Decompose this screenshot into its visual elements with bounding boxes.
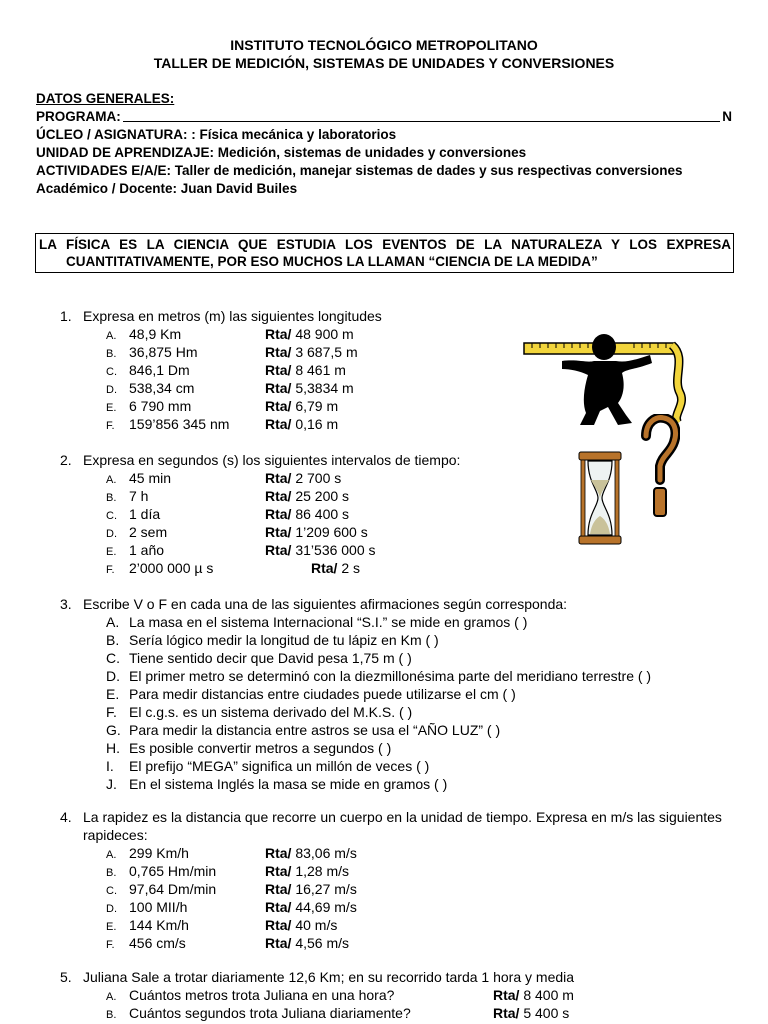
item-answer: [265, 862, 349, 880]
answer-value: 5,3834 m: [295, 380, 354, 396]
answer-label: Rta/: [265, 470, 292, 486]
list-item: [106, 559, 460, 577]
item-value: 7 h: [129, 488, 149, 504]
answer-value: 3 687,5 m: [295, 344, 358, 360]
item-answer: [265, 343, 358, 361]
item-statement: El prefijo “MEGA” significa un millón de veces ( ): [129, 758, 430, 774]
item-letter: C.: [106, 510, 117, 522]
answer-value: 86 400 s: [295, 506, 350, 522]
item-value: 1 año: [129, 542, 165, 558]
list-item: [106, 685, 567, 703]
item-letter: E.: [106, 402, 117, 414]
list-item: [106, 862, 728, 880]
item-letter: B.: [106, 348, 117, 360]
item-letter: H.: [106, 740, 120, 756]
answer-value: 83,06 m/s: [295, 845, 357, 861]
item-answer: [265, 415, 338, 433]
question-stem: Juliana Sale a trotar diariamente 12,6 Km; en su recorrido tarda 1 hora y media: [83, 969, 575, 985]
list-item: [106, 415, 382, 433]
item-answer: [265, 361, 346, 379]
list-item: [106, 1004, 574, 1022]
list-item: [106, 541, 460, 559]
item-answer: [265, 523, 368, 541]
answer-label: Rta/: [265, 380, 292, 396]
item-letter: A.: [106, 330, 117, 342]
item-value: 538,34 cm: [129, 380, 195, 396]
answer-value: 2 700 s: [295, 470, 342, 486]
item-letter: F.: [106, 420, 115, 432]
item-answer: [265, 844, 357, 862]
list-item: [106, 505, 460, 523]
item-value: 159’856 345 nm: [129, 416, 230, 432]
item-letter: D.: [106, 528, 117, 540]
item-answer: [265, 469, 341, 487]
item-statement: Sería lógico medir la longitud de tu lápiz en Km ( ): [129, 632, 439, 648]
item-value: 846,1 Dm: [129, 362, 190, 378]
question-4: [60, 808, 728, 952]
item-answer: [265, 379, 354, 397]
item-answer: [493, 1004, 569, 1022]
item-value: 2’000 000 µ s: [129, 560, 214, 576]
list-item: [106, 721, 567, 739]
answer-value: 0,16 m: [295, 416, 339, 432]
answer-value: 4,56 m/s: [295, 935, 350, 951]
item-letter: I.: [106, 758, 114, 774]
list-item: [106, 739, 567, 757]
item-value: 456 cm/s: [129, 935, 186, 951]
question-stem: Expresa en segundos (s) los siguientes intervalos de tiempo:: [83, 452, 461, 468]
learning-unit-line: UNIDAD DE APRENDIZAJE: Medición, sistemas de unidades y conversiones: [36, 145, 527, 160]
answer-label: Rta/: [265, 917, 292, 933]
answer-value: 16,27 m/s: [295, 881, 357, 897]
answer-value: 8 400 m: [523, 987, 574, 1003]
question-items: [106, 469, 460, 577]
item-letter: C.: [106, 366, 117, 378]
item-answer: [265, 397, 338, 415]
item-statement: Tiene sentido decir que David pesa 1,75 m ( ): [129, 650, 412, 666]
list-item: [106, 986, 574, 1004]
list-item: [106, 898, 728, 916]
list-item: [106, 613, 567, 631]
list-item: [106, 880, 728, 898]
answer-label: Rta/: [265, 326, 292, 342]
item-answer: [265, 325, 354, 343]
question-number: 3.: [60, 596, 72, 612]
question-2: [60, 451, 460, 577]
list-item: [106, 325, 382, 343]
general-data: [36, 90, 732, 198]
item-value: 1 día: [129, 506, 161, 522]
item-value: 100 MII/h: [129, 899, 188, 915]
answer-label: Rta/: [265, 416, 292, 432]
question-items: [106, 844, 728, 952]
answer-value: 1’209 600 s: [295, 524, 368, 540]
subject-line: ÚCLEO / ASIGNATURA: : Física mecánica y laboratorios: [36, 127, 397, 142]
question-stem: Escribe V o F en cada una de las siguientes afirmaciones según corresponda:: [83, 596, 568, 612]
question-1: [60, 307, 382, 433]
item-letter: A.: [106, 614, 120, 630]
item-answer: [265, 541, 376, 559]
institution-title: INSTITUTO TECNOLÓGICO METROPOLITANO: [230, 37, 538, 53]
list-item: [106, 631, 567, 649]
answer-value: 48 900 m: [295, 326, 354, 342]
item-value: 97,64 Dm/min: [129, 881, 217, 897]
item-answer: [265, 880, 357, 898]
item-letter: F.: [106, 704, 117, 720]
answer-value: 5 400 s: [523, 1005, 570, 1021]
item-letter: B.: [106, 867, 117, 879]
question-number: 5.: [60, 969, 72, 985]
list-item: [106, 523, 460, 541]
item-answer: [311, 559, 360, 577]
item-letter: E.: [106, 546, 117, 558]
list-item: [106, 703, 567, 721]
intro-box: [35, 233, 734, 273]
answer-label: Rta/: [265, 542, 292, 558]
question-number: 2.: [60, 452, 72, 468]
item-statement: Para medir distancias entre ciudades puede utilizarse el cm ( ): [129, 686, 516, 702]
item-letter: A.: [106, 991, 117, 1003]
item-statement: La masa en el sistema Internacional “S.I.” se mide en gramos ( ): [129, 614, 528, 630]
list-item: [106, 775, 567, 793]
question-5: [60, 968, 574, 1022]
question-items: [106, 986, 574, 1022]
item-question: Cuántos metros trota Juliana en una hora?: [129, 987, 395, 1003]
answer-label: Rta/: [265, 362, 292, 378]
answer-value: 44,69 m/s: [295, 899, 357, 915]
list-item: [106, 649, 567, 667]
item-value: 299 Km/h: [129, 845, 189, 861]
answer-label: Rta/: [265, 845, 292, 861]
answer-label: Rta/: [265, 398, 292, 414]
answer-value: 2 s: [341, 560, 361, 576]
answer-label: Rta/: [311, 560, 338, 576]
answer-value: 31’536 000 s: [295, 542, 376, 558]
list-item: [106, 379, 382, 397]
list-item: [106, 343, 382, 361]
list-item: [106, 397, 382, 415]
program-line: [36, 108, 732, 126]
question-stem: Expresa en metros (m) las siguientes longitudes: [83, 308, 382, 324]
program-blank: [123, 108, 721, 122]
item-letter: D.: [106, 668, 120, 684]
item-letter: D.: [106, 384, 117, 396]
item-value: 2 sem: [129, 524, 168, 540]
item-statement: Para medir la distancia entre astros se usa el “AÑO LUZ” ( ): [129, 722, 501, 738]
list-item: [106, 667, 652, 685]
question-3: [60, 595, 652, 793]
item-answer: [265, 934, 349, 952]
item-value: 6 790 mm: [129, 398, 192, 414]
item-answer: [265, 916, 337, 934]
answer-value: 1,28 m/s: [295, 863, 350, 879]
item-value: 48,9 Km: [129, 326, 182, 342]
answer-value: 8 461 m: [295, 362, 346, 378]
answer-label: Rta/: [265, 488, 292, 504]
program-end: N: [722, 109, 732, 124]
item-letter: F.: [106, 939, 115, 951]
item-value: 144 Km/h: [129, 917, 189, 933]
item-letter: C.: [106, 885, 117, 897]
answer-value: 25 200 s: [295, 488, 350, 504]
general-data-title: DATOS GENERALES:: [36, 91, 175, 106]
answer-label: Rta/: [265, 935, 292, 951]
item-letter: E.: [106, 686, 120, 702]
item-letter: E.: [106, 921, 117, 933]
list-item: [106, 916, 728, 934]
item-value: 36,875 Hm: [129, 344, 198, 360]
question-items: [106, 613, 652, 793]
answer-label: Rta/: [493, 1005, 520, 1021]
list-item: [106, 757, 567, 775]
question-mark-icon: [640, 414, 680, 522]
answer-label: Rta/: [265, 506, 292, 522]
item-answer: [493, 986, 574, 1004]
item-answer: [265, 487, 349, 505]
item-letter: A.: [106, 474, 117, 486]
answer-label: Rta/: [493, 987, 520, 1003]
question-stem: La rapidez es la distancia que recorre un cuerpo en la unidad de tiempo. Expresa en m/s las siguientes rapideces:: [83, 809, 722, 843]
item-letter: B.: [106, 492, 117, 504]
item-value: 45 min: [129, 470, 172, 486]
answer-label: Rta/: [265, 881, 292, 897]
worksheet-title: TALLER DE MEDICIÓN, SISTEMAS DE UNIDADES Y CONVERSIONES: [153, 55, 615, 71]
answer-label: Rta/: [265, 524, 292, 540]
item-answer: [265, 505, 349, 523]
item-letter: D.: [106, 903, 117, 915]
question-number: 4.: [60, 809, 72, 825]
answer-value: 6,79 m: [295, 398, 339, 414]
activities-line: ACTIVIDADES E/A/E: Taller de medición, manejar sistemas de dades y sus respectivas conversiones: [36, 163, 683, 178]
hourglass-icon: [577, 450, 623, 546]
item-letter: A.: [106, 849, 117, 861]
answer-label: Rta/: [265, 344, 292, 360]
item-question: Cuántos segundos trota Juliana diariamente?: [129, 1005, 411, 1021]
item-value: 0,765 Hm/min: [129, 863, 217, 879]
answer-label: Rta/: [265, 863, 292, 879]
item-letter: G.: [106, 722, 121, 738]
teacher-line: Académico / Docente: Juan David Builes: [36, 181, 298, 196]
question-items: [106, 325, 382, 433]
item-letter: J.: [106, 776, 117, 792]
list-item: [106, 361, 382, 379]
question-number: 1.: [60, 308, 72, 324]
intro-text: LA FÍSICA ES LA CIENCIA QUE ESTUDIA LOS EVENTOS DE LA NATURALEZA Y LOS EXPRESA CUANTITATIVAMENTE, POR ESO MUCHOS LA LLAMAN “CIENCIA DE LA MEDIDA”: [39, 237, 731, 269]
list-item: [106, 487, 460, 505]
list-item: [106, 469, 460, 487]
item-statement: El c.g.s. es un sistema derivado del M.K.S. ( ): [129, 704, 413, 720]
answer-value: 40 m/s: [295, 917, 338, 933]
list-item: [106, 934, 728, 952]
list-item: [106, 844, 728, 862]
program-label: PROGRAMA:: [36, 109, 121, 124]
item-statement: En el sistema Inglés la masa se mide en gramos ( ): [129, 776, 448, 792]
item-letter: B.: [106, 1009, 117, 1021]
item-letter: B.: [106, 632, 120, 648]
item-answer: [265, 898, 357, 916]
answer-label: Rta/: [265, 899, 292, 915]
item-letter: C.: [106, 650, 120, 666]
item-statement: El primer metro se determinó con la diezmillonésima parte del meridiano terrestre ( ): [129, 668, 652, 684]
document-header: [0, 36, 768, 72]
item-statement: Es posible convertir metros a segundos ( ): [129, 740, 392, 756]
item-letter: F.: [106, 564, 115, 576]
